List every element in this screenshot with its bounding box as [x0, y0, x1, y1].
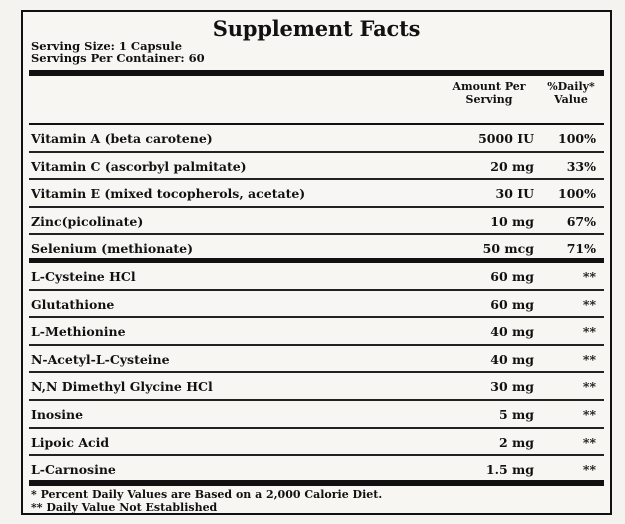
serving-info	[31, 40, 205, 64]
table-row	[29, 180, 604, 208]
nutrient-name: L-Cysteine HCl	[31, 268, 136, 284]
column-header-daily-value	[540, 80, 602, 106]
nutrient-name: Lipoic Acid	[31, 434, 110, 450]
nutrient-table	[29, 125, 604, 484]
serving-size: Serving Size: 1 Capsule	[31, 39, 183, 53]
nutrient-daily-value: 100%	[558, 186, 596, 202]
nutrient-amount: 20 mg	[490, 158, 534, 174]
nutrient-amount: 1.5 mg	[485, 462, 534, 478]
nutrient-daily-value: 67%	[566, 213, 596, 229]
nutrient-amount: 30 mg	[490, 379, 534, 395]
nutrient-daily-value: **	[582, 324, 596, 340]
footnotes	[31, 488, 382, 514]
nutrient-name: Inosine	[31, 406, 84, 422]
nutrient-daily-value: **	[582, 434, 596, 450]
column-header-amount-line2: Serving	[465, 93, 513, 106]
nutrient-daily-value: 71%	[566, 241, 596, 257]
column-header-dv-line2: Value	[554, 93, 588, 106]
table-row	[29, 373, 604, 401]
bottom-divider	[29, 480, 604, 486]
nutrient-name: Vitamin E (mixed tocopherols, acetate)	[31, 186, 306, 202]
table-row	[29, 235, 604, 263]
nutrient-name: L-Carnosine	[31, 462, 116, 478]
table-row	[29, 291, 604, 319]
column-header-amount-line1: Amount Per	[452, 80, 526, 93]
nutrient-amount: 60 mg	[490, 296, 534, 312]
nutrient-amount: 40 mg	[490, 351, 534, 367]
nutrient-amount: 50 mcg	[482, 241, 534, 257]
table-row	[29, 346, 604, 374]
table-row	[29, 429, 604, 457]
nutrient-daily-value: **	[582, 351, 596, 367]
nutrient-daily-value: 33%	[566, 158, 596, 174]
column-header-amount	[444, 80, 534, 106]
nutrient-daily-value: **	[582, 379, 596, 395]
nutrient-amount: 2 mg	[498, 434, 534, 450]
nutrient-name: Vitamin A (beta carotene)	[31, 131, 213, 146]
nutrient-daily-value: **	[582, 296, 596, 312]
nutrient-daily-value: **	[582, 268, 596, 284]
table-row	[29, 208, 604, 236]
nutrient-amount: 5000 IU	[478, 131, 534, 146]
nutrient-amount: 60 mg	[490, 268, 534, 284]
nutrient-name: Selenium (methionate)	[31, 241, 194, 257]
nutrient-amount: 5 mg	[498, 406, 534, 422]
nutrient-name: L-Methionine	[31, 324, 126, 340]
panel-title: Supplement Facts	[212, 16, 421, 41]
table-row	[29, 401, 604, 429]
servings-per-container: Servings Per Container: 60	[31, 51, 205, 65]
supplement-facts-panel	[21, 10, 612, 515]
nutrient-daily-value: **	[582, 406, 596, 422]
nutrient-daily-value: **	[582, 462, 596, 478]
nutrient-amount: 40 mg	[490, 324, 534, 340]
table-row	[29, 263, 604, 291]
nutrient-daily-value: 100%	[558, 131, 596, 146]
top-divider	[29, 70, 604, 76]
nutrient-name: Vitamin C (ascorbyl palmitate)	[31, 158, 247, 174]
nutrient-name: Glutathione	[31, 296, 115, 312]
table-row	[29, 125, 604, 153]
nutrient-amount: 30 IU	[495, 186, 534, 202]
nutrient-name: N,N Dimethyl Glycine HCl	[31, 379, 213, 395]
nutrient-name: N-Acetyl-L-Cysteine	[31, 351, 170, 367]
column-header-dv-line1: %Daily*	[547, 80, 595, 93]
table-row	[29, 318, 604, 346]
nutrient-name: Zinc(picolinate)	[31, 213, 144, 229]
footnote-not-established: ** Daily Value Not Established	[31, 501, 218, 514]
table-row	[29, 153, 604, 181]
nutrient-amount: 10 mg	[490, 213, 534, 229]
footnote-percent-daily: * Percent Daily Values are Based on a 2,000 Calorie Diet.	[31, 488, 383, 501]
